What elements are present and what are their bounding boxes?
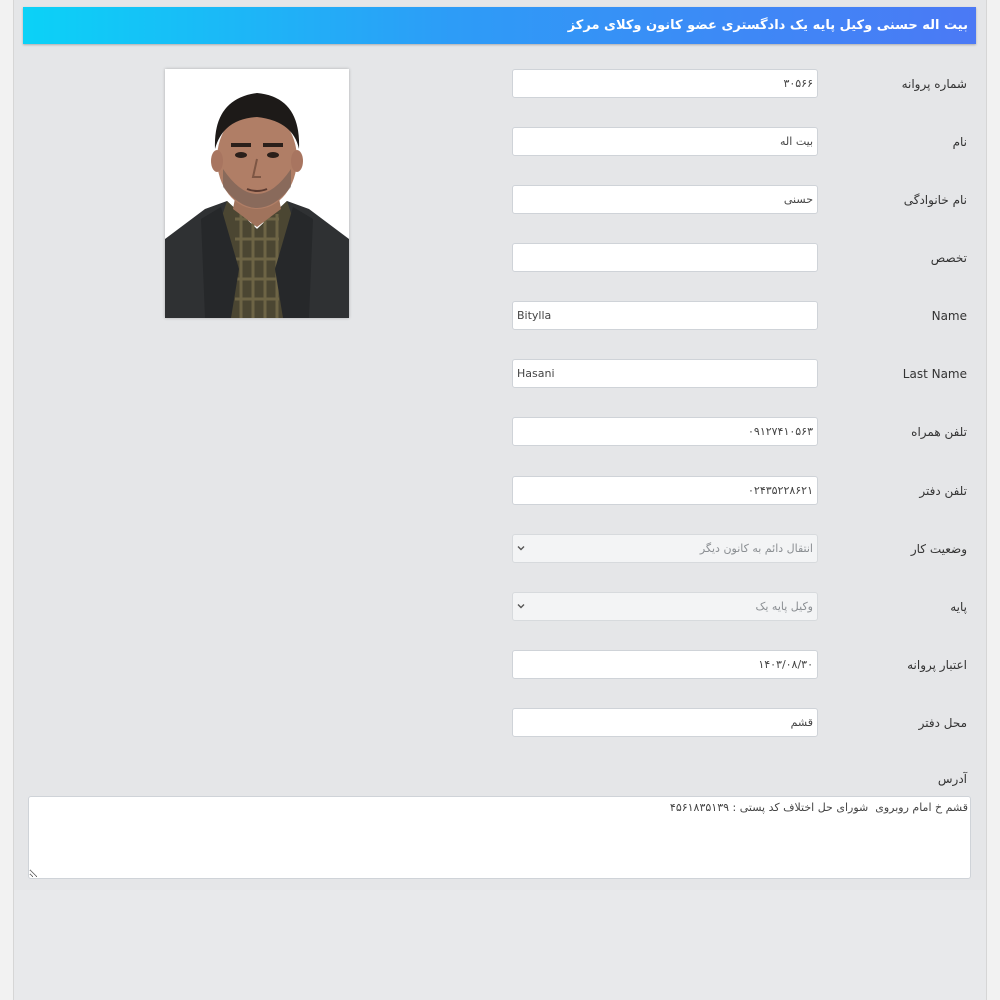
first-name-input[interactable] <box>512 127 818 156</box>
license-validity-label: اعتبار پروانه <box>907 658 967 672</box>
last-name-input[interactable] <box>512 185 818 214</box>
profile-panel <box>14 0 986 890</box>
lawyer-photo <box>165 69 349 318</box>
office-location-label: محل دفتر <box>918 716 967 730</box>
mobile-input[interactable] <box>512 417 818 446</box>
name-en-label: Name <box>931 309 967 323</box>
office-phone-input[interactable] <box>512 476 818 505</box>
grade-value: وکیل پایه یک <box>755 600 813 613</box>
license-number-label: شماره پروانه <box>901 77 967 91</box>
grade-select[interactable] <box>512 592 818 621</box>
office-location-input[interactable] <box>512 708 818 737</box>
grade-label: پایه <box>950 600 967 614</box>
specialty-label: تخصص <box>930 251 967 265</box>
last-name-en-input[interactable] <box>512 359 818 388</box>
last-name-en-label: Last Name <box>902 367 967 381</box>
license-number-input[interactable] <box>512 69 818 98</box>
last-name-label: نام خانوادگی <box>903 193 967 207</box>
address-label: آدرس <box>937 772 967 786</box>
chevron-down-icon <box>516 601 526 611</box>
portrait-image <box>165 69 349 318</box>
page-title: بیت اله حسنی وکیل پایه یک دادگستری عضو کانون وکلای مرکز <box>23 7 976 44</box>
work-status-label: وضعیت کار <box>910 542 967 556</box>
license-validity-input[interactable] <box>512 650 818 679</box>
address-textarea[interactable] <box>28 796 971 879</box>
page <box>13 0 987 1000</box>
work-status-select[interactable] <box>512 534 818 563</box>
first-name-label: نام <box>952 135 967 149</box>
name-en-input[interactable] <box>512 301 818 330</box>
mobile-label: تلفن همراه <box>911 425 967 439</box>
chevron-down-icon <box>516 543 526 553</box>
work-status-value: انتقال دائم به کانون دیگر <box>699 542 813 555</box>
office-phone-label: تلفن دفتر <box>919 484 967 498</box>
specialty-input[interactable] <box>512 243 818 272</box>
